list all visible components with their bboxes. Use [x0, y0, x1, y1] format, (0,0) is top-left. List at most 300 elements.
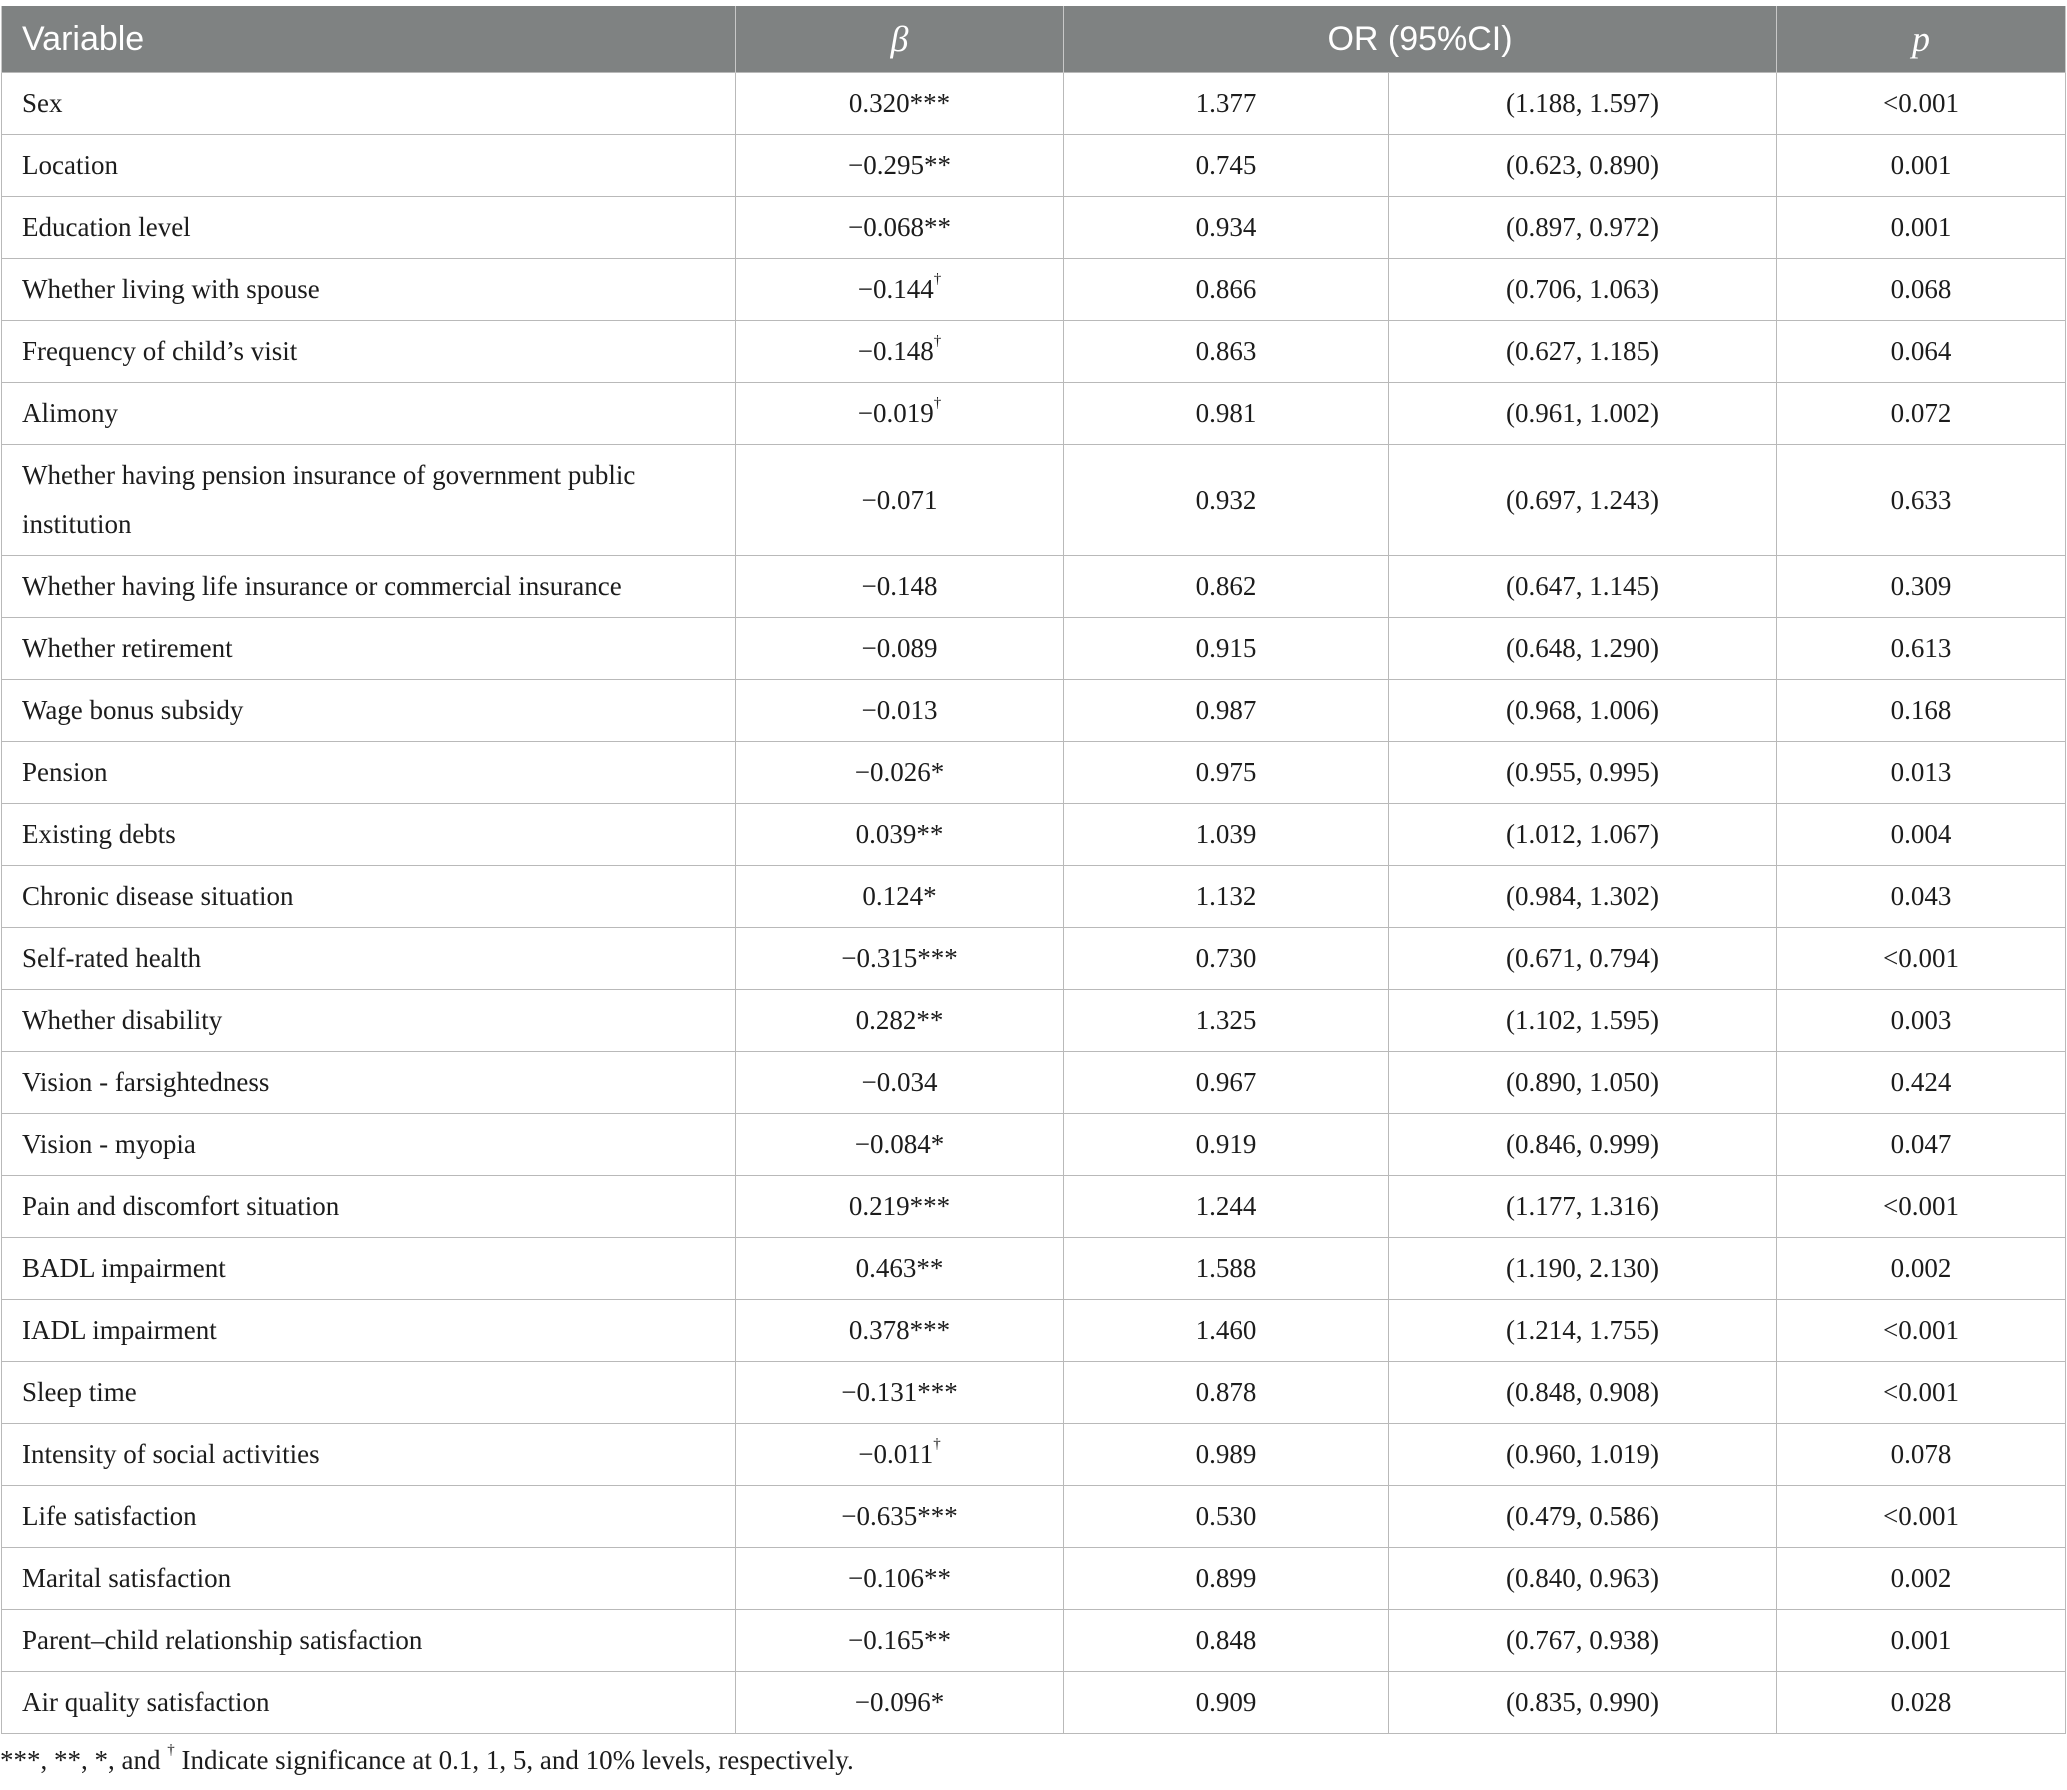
- cell-beta: [736, 1300, 1064, 1362]
- cell-odds-ratio: [1064, 445, 1389, 556]
- cell-p-value-text: <0.001: [1883, 88, 1959, 118]
- cell-beta: [736, 928, 1064, 990]
- cell-variable-text: Self-rated health: [22, 943, 202, 973]
- cell-variable: [2, 1176, 736, 1238]
- table-row: [2, 804, 2066, 866]
- cell-beta-text: −0.034: [861, 1067, 938, 1097]
- cell-variable: [2, 321, 736, 383]
- cell-variable: [2, 742, 736, 804]
- table-body: [2, 73, 2066, 1734]
- cell-p-value: [1777, 1176, 2066, 1238]
- cell-variable-text: IADL impairment: [22, 1315, 217, 1345]
- cell-confidence-interval-text: (0.961, 1.002): [1506, 398, 1659, 428]
- footnote-text-start: ***, **, *, and: [0, 1745, 168, 1775]
- cell-odds-ratio: [1064, 928, 1389, 990]
- cell-variable-text: Parent–child relationship satisfaction: [22, 1625, 423, 1655]
- cell-odds-ratio-text: 1.132: [1195, 881, 1257, 911]
- cell-odds-ratio-text: 0.915: [1195, 633, 1257, 663]
- cell-odds-ratio: [1064, 556, 1389, 618]
- cell-variable-text: Whether retirement: [22, 633, 233, 663]
- cell-p-value-text: 0.064: [1890, 336, 1952, 366]
- cell-p-value: [1777, 1610, 2066, 1672]
- cell-beta-text: 0.320***: [848, 88, 951, 118]
- cell-variable: [2, 1362, 736, 1424]
- cell-p-value: [1777, 1672, 2066, 1734]
- cell-confidence-interval: [1389, 1424, 1777, 1486]
- cell-beta-text: −0.295**: [848, 150, 951, 180]
- cell-odds-ratio: [1064, 1610, 1389, 1672]
- cell-odds-ratio: [1064, 197, 1389, 259]
- cell-confidence-interval: [1389, 1114, 1777, 1176]
- cell-beta-text: −0.071: [861, 484, 938, 515]
- cell-beta-text: −0.019: [857, 398, 934, 428]
- cell-confidence-interval-text: (0.767, 0.938): [1506, 1625, 1659, 1655]
- cell-variable-text: Whether living with spouse: [22, 274, 320, 304]
- cell-odds-ratio: [1064, 135, 1389, 197]
- cell-p-value: [1777, 1114, 2066, 1176]
- cell-variable: [2, 556, 736, 618]
- cell-beta: [736, 1238, 1064, 1300]
- cell-odds-ratio-text: 0.848: [1195, 1625, 1257, 1655]
- cell-confidence-interval-text: (1.188, 1.597): [1506, 88, 1659, 118]
- cell-confidence-interval-text: (0.623, 0.890): [1506, 150, 1659, 180]
- cell-p-value-text: <0.001: [1883, 1191, 1959, 1221]
- table-row: [2, 1548, 2066, 1610]
- cell-p-value: [1777, 742, 2066, 804]
- cell-confidence-interval-text: (0.897, 0.972): [1506, 212, 1659, 242]
- table-row: [2, 73, 2066, 135]
- cell-confidence-interval-text: (0.671, 0.794): [1506, 943, 1659, 973]
- cell-odds-ratio: [1064, 680, 1389, 742]
- cell-odds-ratio-text: 0.866: [1195, 274, 1257, 304]
- table-row: [2, 1114, 2066, 1176]
- footnote-dagger: †: [167, 1742, 175, 1758]
- table-row: [2, 197, 2066, 259]
- table-row: [2, 1424, 2066, 1486]
- cell-beta-text: 0.219***: [848, 1191, 951, 1221]
- cell-variable-text: Vision - farsightedness: [22, 1067, 270, 1097]
- cell-p-value: [1777, 1300, 2066, 1362]
- cell-p-value: [1777, 1486, 2066, 1548]
- cell-variable: [2, 73, 736, 135]
- cell-odds-ratio-text: 0.932: [1195, 484, 1257, 515]
- cell-odds-ratio-text: 0.975: [1195, 757, 1257, 787]
- cell-confidence-interval: [1389, 1362, 1777, 1424]
- cell-confidence-interval-text: (0.840, 0.963): [1506, 1563, 1659, 1593]
- cell-p-value-text: 0.028: [1890, 1687, 1952, 1717]
- cell-confidence-interval: [1389, 1238, 1777, 1300]
- cell-p-value: [1777, 928, 2066, 990]
- cell-p-value: [1777, 866, 2066, 928]
- cell-odds-ratio-text: 0.981: [1195, 398, 1257, 428]
- cell-variable-text: Life satisfaction: [22, 1501, 197, 1531]
- cell-p-value-text: 0.168: [1890, 695, 1952, 725]
- cell-odds-ratio: [1064, 383, 1389, 445]
- cell-confidence-interval-text: (1.214, 1.755): [1506, 1315, 1659, 1345]
- cell-variable-text: Location: [22, 150, 118, 180]
- cell-beta: [736, 680, 1064, 742]
- cell-odds-ratio-text: 0.909: [1195, 1687, 1257, 1717]
- cell-confidence-interval-text: (0.647, 1.145): [1506, 571, 1659, 601]
- cell-p-value: [1777, 259, 2066, 321]
- cell-variable: [2, 680, 736, 742]
- cell-beta-text: −0.011: [858, 1439, 934, 1469]
- header-row: [2, 6, 2066, 73]
- cell-p-value: [1777, 804, 2066, 866]
- cell-beta: [736, 197, 1064, 259]
- cell-variable: [2, 197, 736, 259]
- cell-beta: [736, 383, 1064, 445]
- cell-odds-ratio-text: 1.377: [1195, 88, 1257, 118]
- cell-confidence-interval-text: (0.627, 1.185): [1506, 336, 1659, 366]
- table-row: [2, 383, 2066, 445]
- cell-variable: [2, 1300, 736, 1362]
- table-row: [2, 618, 2066, 680]
- cell-p-value-text: <0.001: [1883, 1501, 1959, 1531]
- cell-odds-ratio-text: 0.934: [1195, 212, 1257, 242]
- cell-variable-text: Pension: [22, 757, 108, 787]
- cell-beta: [736, 1610, 1064, 1672]
- cell-variable: [2, 1548, 736, 1610]
- cell-variable: [2, 618, 736, 680]
- cell-variable-text: Vision - myopia: [22, 1129, 196, 1159]
- cell-p-value: [1777, 1052, 2066, 1114]
- cell-beta-text: 0.282**: [855, 1005, 944, 1035]
- cell-confidence-interval-text: (0.984, 1.302): [1506, 881, 1659, 911]
- cell-variable-text: Sleep time: [22, 1377, 137, 1407]
- table-row: [2, 1238, 2066, 1300]
- cell-beta-text: 0.463**: [855, 1253, 944, 1283]
- cell-confidence-interval: [1389, 804, 1777, 866]
- table-row: [2, 742, 2066, 804]
- cell-confidence-interval-text: (0.697, 1.243): [1506, 484, 1659, 515]
- logistic-regression-table: [1, 6, 2066, 1734]
- cell-p-value-text: 0.068: [1890, 274, 1952, 304]
- cell-odds-ratio-text: 1.460: [1195, 1315, 1257, 1345]
- cell-odds-ratio-text: 1.325: [1195, 1005, 1257, 1035]
- cell-confidence-interval-text: (1.177, 1.316): [1506, 1191, 1659, 1221]
- cell-variable: [2, 1610, 736, 1672]
- cell-variable-text: Whether having life insurance or commercial insurance: [22, 571, 622, 601]
- results-table-container: [1, 6, 2065, 1734]
- cell-variable-text: Intensity of social activities: [22, 1439, 320, 1469]
- cell-beta: [736, 445, 1064, 556]
- significance-dagger: †: [933, 395, 942, 411]
- cell-beta: [736, 866, 1064, 928]
- footnote-text-end: Indicate significance at 0.1, 1, 5, and 10% levels, respectively.: [174, 1745, 854, 1775]
- cell-confidence-interval-text: (0.848, 0.908): [1506, 1377, 1659, 1407]
- cell-p-value-text: 0.047: [1890, 1129, 1952, 1159]
- cell-beta-text: −0.144: [857, 274, 934, 304]
- cell-variable-text: Sex: [22, 88, 63, 118]
- cell-variable: [2, 1672, 736, 1734]
- cell-beta-text: −0.089: [861, 633, 938, 663]
- cell-p-value-text: 0.633: [1890, 484, 1952, 515]
- cell-odds-ratio-text: 0.899: [1195, 1563, 1257, 1593]
- cell-p-value-text: 0.424: [1890, 1067, 1952, 1097]
- cell-confidence-interval-text: (0.706, 1.063): [1506, 274, 1659, 304]
- cell-p-value-text: 0.004: [1890, 819, 1952, 849]
- cell-odds-ratio-text: 0.530: [1195, 1501, 1257, 1531]
- cell-odds-ratio: [1064, 321, 1389, 383]
- cell-confidence-interval-text: (0.960, 1.019): [1506, 1439, 1659, 1469]
- cell-confidence-interval: [1389, 135, 1777, 197]
- cell-confidence-interval: [1389, 321, 1777, 383]
- cell-variable-text: Chronic disease situation: [22, 881, 294, 911]
- cell-beta-text: 0.124*: [862, 881, 937, 911]
- cell-confidence-interval: [1389, 383, 1777, 445]
- table-row: [2, 135, 2066, 197]
- cell-beta-text: −0.096*: [854, 1687, 945, 1717]
- table-row: [2, 1672, 2066, 1734]
- header-or-ci: OR (95%CI): [1064, 6, 1777, 73]
- table-row: [2, 445, 2066, 556]
- cell-confidence-interval: [1389, 1610, 1777, 1672]
- cell-p-value: [1777, 321, 2066, 383]
- cell-beta: [736, 742, 1064, 804]
- cell-p-value-text: 0.309: [1890, 571, 1952, 601]
- cell-odds-ratio: [1064, 990, 1389, 1052]
- table-row: [2, 1610, 2066, 1672]
- cell-beta-text: −0.165**: [848, 1625, 951, 1655]
- table-row: [2, 990, 2066, 1052]
- cell-variable: [2, 259, 736, 321]
- cell-beta: [736, 1424, 1064, 1486]
- cell-odds-ratio-text: 0.863: [1195, 336, 1257, 366]
- cell-beta: [736, 990, 1064, 1052]
- cell-odds-ratio: [1064, 1486, 1389, 1548]
- cell-variable-text: Marital satisfaction: [22, 1563, 232, 1593]
- cell-odds-ratio-text: 0.730: [1195, 943, 1257, 973]
- cell-beta: [736, 1672, 1064, 1734]
- cell-odds-ratio: [1064, 1300, 1389, 1362]
- cell-confidence-interval: [1389, 1300, 1777, 1362]
- table-row: [2, 928, 2066, 990]
- cell-confidence-interval-text: (0.479, 0.586): [1506, 1501, 1659, 1531]
- cell-variable-text: Whether having pension insurance of government public institution: [22, 460, 636, 539]
- cell-p-value-text: <0.001: [1883, 943, 1959, 973]
- cell-confidence-interval: [1389, 1486, 1777, 1548]
- cell-p-value: [1777, 383, 2066, 445]
- cell-variable: [2, 866, 736, 928]
- cell-confidence-interval: [1389, 73, 1777, 135]
- cell-variable-text: Whether disability: [22, 1005, 223, 1035]
- cell-variable: [2, 1424, 736, 1486]
- cell-beta: [736, 804, 1064, 866]
- cell-p-value: [1777, 1362, 2066, 1424]
- cell-odds-ratio: [1064, 742, 1389, 804]
- cell-p-value-text: 0.072: [1890, 398, 1952, 428]
- table-row: [2, 680, 2066, 742]
- cell-p-value: [1777, 73, 2066, 135]
- cell-variable: [2, 1114, 736, 1176]
- cell-variable-text: Wage bonus subsidy: [22, 695, 244, 725]
- table-row: [2, 556, 2066, 618]
- table-header: [2, 6, 2066, 73]
- cell-p-value-text: 0.002: [1890, 1563, 1952, 1593]
- table-row: [2, 259, 2066, 321]
- cell-p-value-text: 0.613: [1890, 633, 1952, 663]
- cell-p-value: [1777, 197, 2066, 259]
- cell-beta: [736, 135, 1064, 197]
- cell-odds-ratio-text: 1.588: [1195, 1253, 1257, 1283]
- significance-footnote: [0, 1742, 854, 1776]
- cell-variable-text: Alimony: [22, 398, 119, 428]
- cell-odds-ratio-text: 0.745: [1195, 150, 1257, 180]
- cell-p-value-text: <0.001: [1883, 1315, 1959, 1345]
- cell-odds-ratio: [1064, 1114, 1389, 1176]
- cell-confidence-interval: [1389, 990, 1777, 1052]
- cell-confidence-interval-text: (0.648, 1.290): [1506, 633, 1659, 663]
- cell-p-value-text: 0.078: [1890, 1439, 1952, 1469]
- table-row: [2, 1176, 2066, 1238]
- cell-confidence-interval-text: (0.955, 0.995): [1506, 757, 1659, 787]
- cell-beta: [736, 259, 1064, 321]
- cell-variable: [2, 1486, 736, 1548]
- cell-p-value-text: 0.001: [1890, 150, 1952, 180]
- significance-dagger: †: [933, 1436, 941, 1452]
- cell-beta-text: −0.084*: [854, 1129, 945, 1159]
- header-beta: β: [736, 6, 1064, 73]
- table-row: [2, 866, 2066, 928]
- cell-confidence-interval: [1389, 866, 1777, 928]
- cell-beta-text: −0.013: [861, 695, 938, 725]
- cell-odds-ratio-text: 0.862: [1195, 571, 1257, 601]
- cell-odds-ratio: [1064, 804, 1389, 866]
- cell-confidence-interval-text: (1.190, 2.130): [1506, 1253, 1659, 1283]
- cell-beta: [736, 1052, 1064, 1114]
- cell-p-value-text: 0.043: [1890, 881, 1952, 911]
- cell-odds-ratio: [1064, 1424, 1389, 1486]
- cell-odds-ratio: [1064, 618, 1389, 680]
- cell-p-value: [1777, 990, 2066, 1052]
- cell-confidence-interval-text: (1.012, 1.067): [1506, 819, 1659, 849]
- cell-odds-ratio-text: 0.919: [1195, 1129, 1257, 1159]
- cell-p-value-text: 0.003: [1890, 1005, 1952, 1035]
- cell-odds-ratio-text: 0.987: [1195, 695, 1257, 725]
- cell-p-value-text: 0.001: [1890, 212, 1952, 242]
- cell-variable: [2, 1052, 736, 1114]
- cell-variable: [2, 383, 736, 445]
- cell-beta: [736, 1486, 1064, 1548]
- cell-beta: [736, 556, 1064, 618]
- cell-beta-text: −0.068**: [848, 212, 951, 242]
- cell-odds-ratio: [1064, 259, 1389, 321]
- cell-confidence-interval: [1389, 1548, 1777, 1610]
- cell-confidence-interval: [1389, 197, 1777, 259]
- cell-p-value: [1777, 618, 2066, 680]
- cell-odds-ratio: [1064, 1176, 1389, 1238]
- cell-beta-text: −0.315***: [841, 943, 958, 973]
- cell-beta-text: −0.148: [857, 336, 934, 366]
- cell-variable: [2, 928, 736, 990]
- cell-confidence-interval: [1389, 259, 1777, 321]
- table-row: [2, 1486, 2066, 1548]
- cell-p-value: [1777, 556, 2066, 618]
- cell-variable: [2, 135, 736, 197]
- cell-p-value-text: 0.002: [1890, 1253, 1952, 1283]
- cell-confidence-interval: [1389, 556, 1777, 618]
- cell-p-value-text: <0.001: [1883, 1377, 1959, 1407]
- cell-beta: [736, 321, 1064, 383]
- cell-odds-ratio-text: 0.878: [1195, 1377, 1257, 1407]
- cell-confidence-interval: [1389, 680, 1777, 742]
- cell-confidence-interval-text: (0.835, 0.990): [1506, 1687, 1659, 1717]
- cell-odds-ratio-text: 1.039: [1195, 819, 1257, 849]
- cell-confidence-interval: [1389, 1176, 1777, 1238]
- cell-beta: [736, 1362, 1064, 1424]
- cell-beta: [736, 73, 1064, 135]
- cell-p-value: [1777, 445, 2066, 556]
- cell-beta-text: −0.148: [861, 571, 938, 601]
- cell-p-value: [1777, 680, 2066, 742]
- cell-variable: [2, 990, 736, 1052]
- cell-confidence-interval: [1389, 928, 1777, 990]
- cell-beta: [736, 1176, 1064, 1238]
- cell-odds-ratio: [1064, 73, 1389, 135]
- cell-odds-ratio-text: 0.989: [1195, 1439, 1257, 1469]
- cell-beta: [736, 618, 1064, 680]
- cell-p-value-text: 0.013: [1890, 757, 1952, 787]
- cell-odds-ratio: [1064, 1362, 1389, 1424]
- significance-dagger: †: [933, 271, 942, 287]
- cell-variable-text: Air quality satisfaction: [22, 1687, 270, 1717]
- cell-variable: [2, 445, 736, 556]
- cell-odds-ratio-text: 1.244: [1195, 1191, 1257, 1221]
- cell-confidence-interval: [1389, 618, 1777, 680]
- cell-variable-text: Pain and discomfort situation: [22, 1191, 340, 1221]
- table-row: [2, 1300, 2066, 1362]
- cell-p-value: [1777, 1424, 2066, 1486]
- table-row: [2, 1052, 2066, 1114]
- cell-confidence-interval: [1389, 1052, 1777, 1114]
- cell-beta: [736, 1548, 1064, 1610]
- cell-variable-text: Existing debts: [22, 819, 176, 849]
- cell-confidence-interval-text: (0.890, 1.050): [1506, 1067, 1659, 1097]
- table-row: [2, 321, 2066, 383]
- cell-odds-ratio: [1064, 1238, 1389, 1300]
- cell-variable-text: BADL impairment: [22, 1253, 226, 1283]
- cell-p-value: [1777, 1238, 2066, 1300]
- cell-confidence-interval-text: (1.102, 1.595): [1506, 1005, 1659, 1035]
- cell-odds-ratio: [1064, 1672, 1389, 1734]
- cell-beta-text: 0.378***: [848, 1315, 951, 1345]
- cell-variable-text: Frequency of child’s visit: [22, 336, 298, 366]
- cell-confidence-interval-text: (0.968, 1.006): [1506, 695, 1659, 725]
- cell-odds-ratio: [1064, 866, 1389, 928]
- significance-dagger: †: [933, 333, 942, 349]
- cell-odds-ratio: [1064, 1548, 1389, 1610]
- cell-confidence-interval: [1389, 445, 1777, 556]
- cell-confidence-interval: [1389, 742, 1777, 804]
- cell-variable-text: Education level: [22, 212, 191, 242]
- cell-beta-text: 0.039**: [855, 819, 944, 849]
- cell-confidence-interval: [1389, 1672, 1777, 1734]
- cell-confidence-interval-text: (0.846, 0.999): [1506, 1129, 1659, 1159]
- cell-beta-text: −0.635***: [841, 1501, 958, 1531]
- header-p: p: [1777, 6, 2066, 73]
- cell-beta-text: −0.026*: [854, 757, 945, 787]
- cell-p-value: [1777, 135, 2066, 197]
- cell-beta: [736, 1114, 1064, 1176]
- header-variable: Variable: [2, 6, 736, 73]
- cell-p-value-text: 0.001: [1890, 1625, 1952, 1655]
- cell-variable: [2, 1238, 736, 1300]
- cell-beta-text: −0.131***: [841, 1377, 958, 1407]
- cell-variable: [2, 804, 736, 866]
- cell-beta-text: −0.106**: [848, 1563, 951, 1593]
- cell-odds-ratio: [1064, 1052, 1389, 1114]
